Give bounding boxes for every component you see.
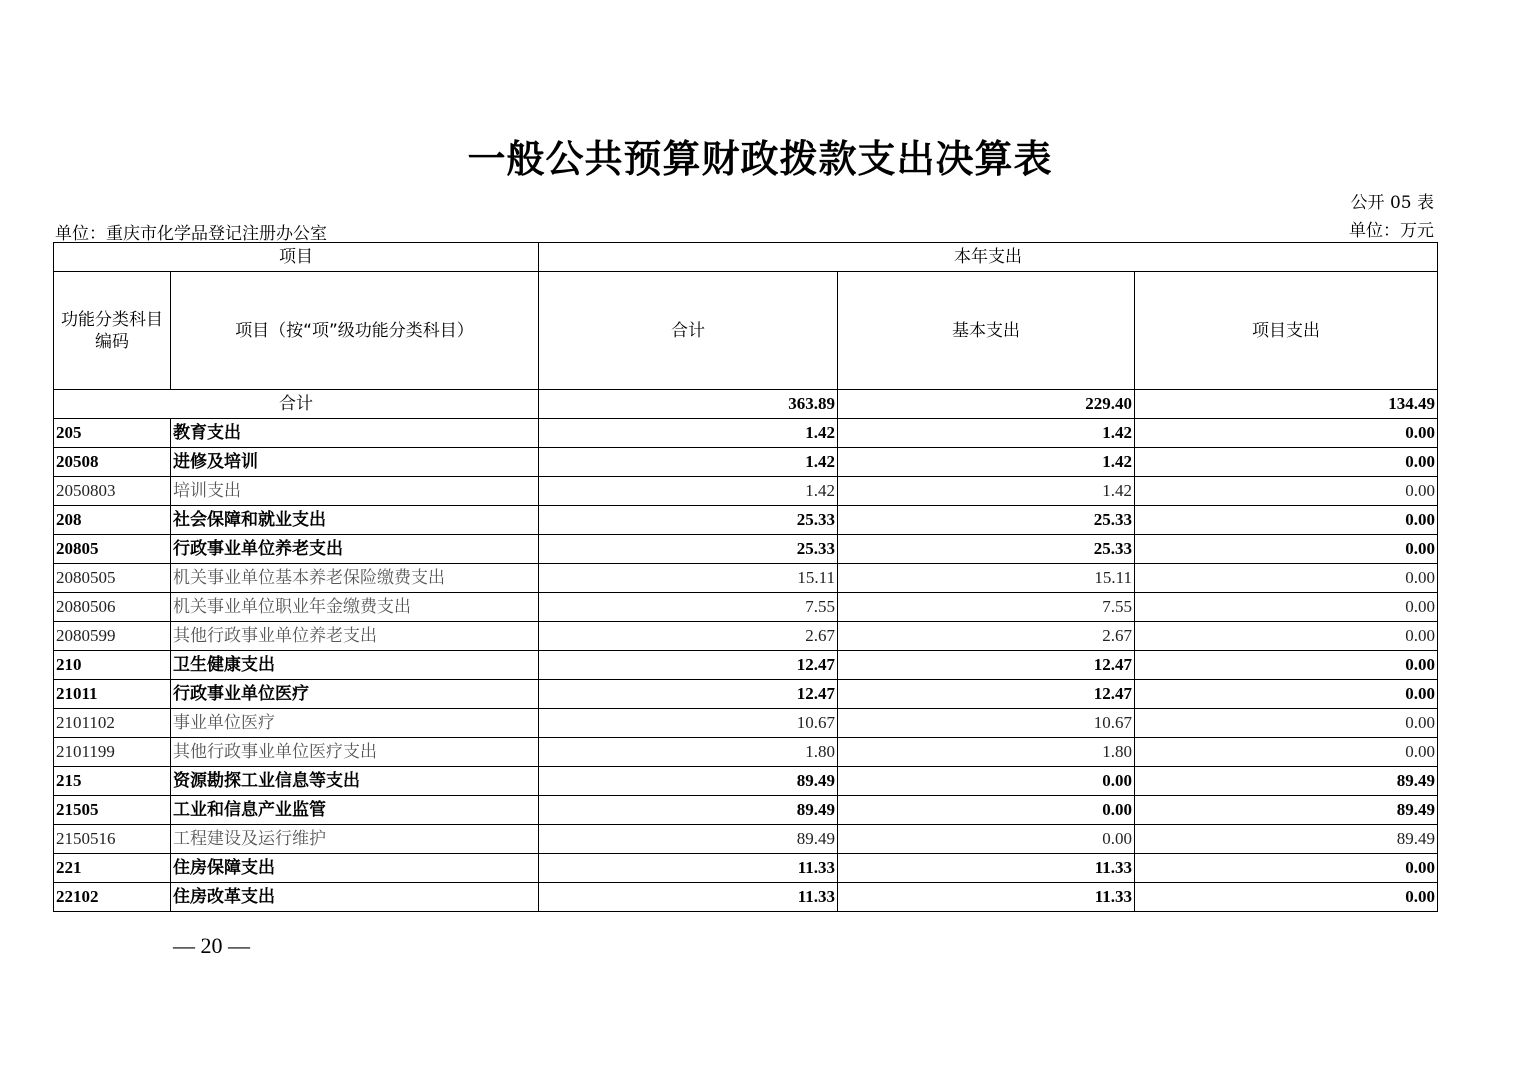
row-basic: 11.33 xyxy=(838,854,1135,883)
header-basic: 基本支出 xyxy=(838,272,1135,390)
row-code: 20805 xyxy=(54,535,171,564)
page-title: 一般公共预算财政拨款支出决算表 xyxy=(467,136,1053,181)
row-total: 15.11 xyxy=(539,564,838,593)
row-basic: 2.67 xyxy=(838,622,1135,651)
header-code: 功能分类科目编码 xyxy=(54,272,171,390)
table-row xyxy=(54,825,1438,854)
row-basic: 10.67 xyxy=(838,709,1135,738)
row-name: 教育支出 xyxy=(171,419,539,448)
row-code: 2101102 xyxy=(54,709,171,738)
row-name: 资源勘探工业信息等支出 xyxy=(171,767,539,796)
row-name: 住房保障支出 xyxy=(171,854,539,883)
row-basic: 12.47 xyxy=(838,680,1135,709)
row-code: 2080505 xyxy=(54,564,171,593)
row-basic: 0.00 xyxy=(838,767,1135,796)
row-code: 208 xyxy=(54,506,171,535)
row-name: 其他行政事业单位医疗支出 xyxy=(171,738,539,767)
row-code: 21011 xyxy=(54,680,171,709)
row-basic: 1.42 xyxy=(838,448,1135,477)
row-total: 25.33 xyxy=(539,535,838,564)
row-name: 行政事业单位医疗 xyxy=(171,680,539,709)
table-row xyxy=(54,796,1438,825)
row-code: 210 xyxy=(54,651,171,680)
row-project: 0.00 xyxy=(1135,448,1438,477)
row-total: 89.49 xyxy=(539,767,838,796)
table-row xyxy=(54,883,1438,912)
organization-unit: 单位：重庆市化学品登记注册办公室 xyxy=(55,224,327,244)
row-code: 2050803 xyxy=(54,477,171,506)
table-row xyxy=(54,506,1438,535)
row-basic: 1.42 xyxy=(838,419,1135,448)
row-project: 0.00 xyxy=(1135,709,1438,738)
row-name: 事业单位医疗 xyxy=(171,709,539,738)
row-basic: 0.00 xyxy=(838,825,1135,854)
row-project: 0.00 xyxy=(1135,593,1438,622)
row-project: 0.00 xyxy=(1135,622,1438,651)
header-current-year: 本年支出 xyxy=(539,243,1438,272)
row-total: 1.42 xyxy=(539,477,838,506)
table-row xyxy=(54,535,1438,564)
currency-unit: 单位：万元 xyxy=(1349,221,1434,241)
row-code: 205 xyxy=(54,419,171,448)
row-total: 89.49 xyxy=(539,796,838,825)
row-project: 0.00 xyxy=(1135,738,1438,767)
row-total: 7.55 xyxy=(539,593,838,622)
row-code: 20508 xyxy=(54,448,171,477)
row-total: 89.49 xyxy=(539,825,838,854)
row-total: 2.67 xyxy=(539,622,838,651)
total-basic: 229.40 xyxy=(838,390,1135,419)
row-project: 0.00 xyxy=(1135,535,1438,564)
row-name: 培训支出 xyxy=(171,477,539,506)
header-project-expense: 项目支出 xyxy=(1135,272,1438,390)
row-project: 0.00 xyxy=(1135,854,1438,883)
row-project: 0.00 xyxy=(1135,651,1438,680)
table-row xyxy=(54,419,1438,448)
row-code: 2080506 xyxy=(54,593,171,622)
row-name: 社会保障和就业支出 xyxy=(171,506,539,535)
header-row-1 xyxy=(54,243,1438,272)
row-code: 2101199 xyxy=(54,738,171,767)
row-total: 12.47 xyxy=(539,651,838,680)
row-name: 机关事业单位职业年金缴费支出 xyxy=(171,593,539,622)
row-name: 其他行政事业单位养老支出 xyxy=(171,622,539,651)
row-total: 11.33 xyxy=(539,854,838,883)
row-basic: 11.33 xyxy=(838,883,1135,912)
table-row xyxy=(54,622,1438,651)
total-project: 134.49 xyxy=(1135,390,1438,419)
document-number: 公开 05 表 xyxy=(1350,193,1434,213)
row-project: 0.00 xyxy=(1135,419,1438,448)
row-name: 进修及培训 xyxy=(171,448,539,477)
total-sum: 363.89 xyxy=(539,390,838,419)
header-total: 合计 xyxy=(539,272,838,390)
table-row xyxy=(54,651,1438,680)
row-basic: 1.42 xyxy=(838,477,1135,506)
row-total: 1.42 xyxy=(539,448,838,477)
row-project: 0.00 xyxy=(1135,477,1438,506)
row-total: 10.67 xyxy=(539,709,838,738)
row-code: 2080599 xyxy=(54,622,171,651)
row-project: 0.00 xyxy=(1135,680,1438,709)
header-project: 项目 xyxy=(54,243,539,272)
row-code: 215 xyxy=(54,767,171,796)
table-row xyxy=(54,767,1438,796)
row-project: 89.49 xyxy=(1135,767,1438,796)
row-project: 0.00 xyxy=(1135,883,1438,912)
row-code: 2150516 xyxy=(54,825,171,854)
row-project: 0.00 xyxy=(1135,506,1438,535)
table-row xyxy=(54,680,1438,709)
row-name: 工业和信息产业监管 xyxy=(171,796,539,825)
table-row xyxy=(54,709,1438,738)
header-item: 项目（按“项”级功能分类科目） xyxy=(171,272,539,390)
row-basic: 7.55 xyxy=(838,593,1135,622)
row-name: 行政事业单位养老支出 xyxy=(171,535,539,564)
table-row xyxy=(54,593,1438,622)
table-row xyxy=(54,738,1438,767)
table-row xyxy=(54,564,1438,593)
table-row xyxy=(54,448,1438,477)
page-number: — 20 — xyxy=(173,933,250,958)
row-basic: 1.80 xyxy=(838,738,1135,767)
table-row xyxy=(54,854,1438,883)
row-name: 机关事业单位基本养老保险缴费支出 xyxy=(171,564,539,593)
row-code: 221 xyxy=(54,854,171,883)
row-name: 住房改革支出 xyxy=(171,883,539,912)
total-row xyxy=(54,390,1438,419)
row-basic: 12.47 xyxy=(838,651,1135,680)
row-total: 25.33 xyxy=(539,506,838,535)
row-code: 21505 xyxy=(54,796,171,825)
row-code: 22102 xyxy=(54,883,171,912)
row-basic: 25.33 xyxy=(838,535,1135,564)
row-project: 0.00 xyxy=(1135,564,1438,593)
row-project: 89.49 xyxy=(1135,825,1438,854)
table-row xyxy=(54,477,1438,506)
row-name: 卫生健康支出 xyxy=(171,651,539,680)
row-total: 1.80 xyxy=(539,738,838,767)
row-basic: 15.11 xyxy=(838,564,1135,593)
row-name: 工程建设及运行维护 xyxy=(171,825,539,854)
row-basic: 25.33 xyxy=(838,506,1135,535)
row-total: 1.42 xyxy=(539,419,838,448)
header-row-2 xyxy=(54,272,1438,390)
row-total: 11.33 xyxy=(539,883,838,912)
row-basic: 0.00 xyxy=(838,796,1135,825)
row-total: 12.47 xyxy=(539,680,838,709)
total-label: 合计 xyxy=(54,390,539,419)
budget-table xyxy=(53,242,1438,912)
row-project: 89.49 xyxy=(1135,796,1438,825)
